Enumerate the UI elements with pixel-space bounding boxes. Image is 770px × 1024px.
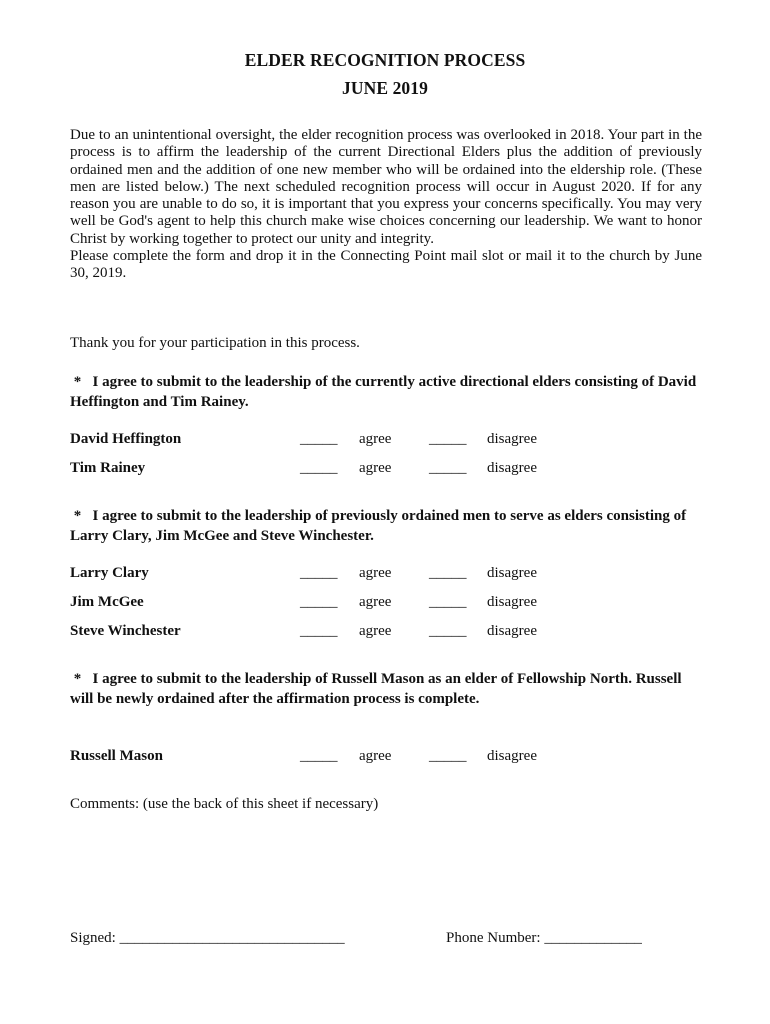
disagree-label: disagree [487,748,537,764]
disagree-label: disagree [487,594,537,610]
statement-text: I agree to submit to the leadership of the currently active directional elders consisting of David Heffington and Tim Rainey. [70,374,697,410]
agree-label: agree [359,594,392,610]
signature-field[interactable]: Signed: ______________________________ [70,930,345,946]
vote-row-jim-mcgee [70,594,630,614]
statement-text: I agree to submit to the leadership of Russell Mason as an elder of Fellowship North. Russell will be newly ordained after the affirmation process is complete. [70,671,682,707]
elder-name: Russell Mason [70,748,163,764]
agree-blank[interactable]: _____ [300,460,338,476]
agree-label: agree [359,623,392,639]
agree-label: agree [359,748,392,764]
agree-label: agree [359,460,392,476]
agree-label: agree [359,431,392,447]
agree-blank[interactable]: _____ [300,623,338,639]
disagree-label: disagree [487,623,537,639]
agree-label: agree [359,565,392,581]
disagree-blank[interactable]: _____ [429,565,467,581]
vote-row-larry-clary [70,565,630,585]
agree-blank[interactable]: _____ [300,565,338,581]
disagree-blank[interactable]: _____ [429,460,467,476]
agree-blank[interactable]: _____ [300,431,338,447]
bullet-star: * [73,374,82,390]
vote-row-david-heffington [70,431,630,451]
thank-you-text: Thank you for your participation in this process. [70,335,360,351]
disagree-blank[interactable]: _____ [429,623,467,639]
statement-section-2 [70,507,702,546]
document-title: ELDER RECOGNITION PROCESS [244,50,526,70]
elder-name: David Heffington [70,431,182,447]
statement-section-1 [70,373,702,412]
elder-name: Larry Clary [70,565,149,581]
agree-blank[interactable]: _____ [300,594,338,610]
instructions-paragraph: Please complete the form and drop it in the Connecting Point mail slot or mail it to the church by June 30, 2019. [70,248,702,282]
bullet-star: * [73,671,82,687]
phone-number-field[interactable]: Phone Number: _____________ [446,930,642,946]
statement-text: I agree to submit to the leadership of previously ordained men to serve as elders consisting of Larry Clary, Jim McGee and Steve Winchester. [70,508,687,544]
elder-name: Tim Rainey [70,460,146,476]
disagree-blank[interactable]: _____ [429,431,467,447]
elder-name: Jim McGee [70,594,144,610]
comments-label[interactable]: Comments: (use the back of this sheet if necessary) [70,796,379,812]
vote-row-steve-winchester [70,623,630,643]
document-date: JUNE 2019 [342,78,428,98]
intro-paragraph: Due to an unintentional oversight, the elder recognition process was overlooked in 2018. Your part in the process is to affirm the leadership of the current Directional Elders plus the addition of previously ordained men and the addition of one new member who will be ordained into the eldership role. (These men are listed below.) The next scheduled recognition process will occur in August 2020. If for any reason you are unable to do so, it is important that you express your concerns specifically. You may very well be God's agent to help this church make wise choices concerning our leadership. We want to honor Christ by working together to protect our unity and integrity. [70,127,702,247]
disagree-blank[interactable]: _____ [429,748,467,764]
disagree-blank[interactable]: _____ [429,594,467,610]
disagree-label: disagree [487,460,537,476]
agree-blank[interactable]: _____ [300,748,338,764]
vote-row-russell-mason [70,748,630,768]
elder-name: Steve Winchester [70,623,181,639]
disagree-label: disagree [487,431,537,447]
intro-text [70,127,702,283]
vote-row-tim-rainey [70,460,630,480]
bullet-star: * [73,508,82,524]
disagree-label: disagree [487,565,537,581]
statement-section-3 [70,670,702,709]
